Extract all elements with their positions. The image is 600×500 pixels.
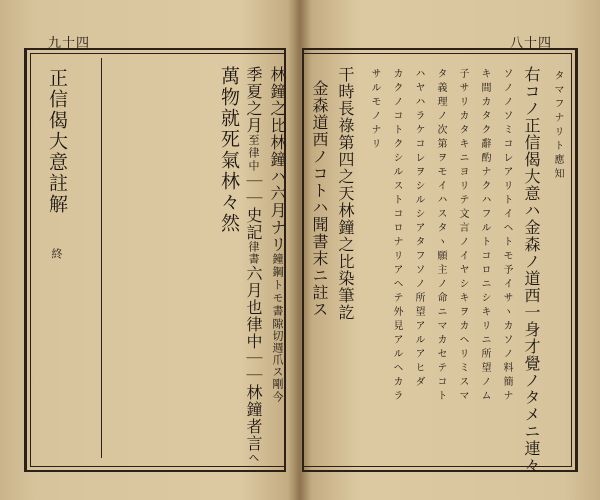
page-number: 九十四 (48, 36, 91, 51)
page-frame (302, 48, 578, 472)
text-column-2: 右コノ正信偈大意ハ金森ノ道西一身才覺ノタメニ連々 (522, 66, 541, 474)
text-column-4: キ間カタク辭酌ナクハフルトコロニシキリニ所望ノム (479, 68, 490, 404)
text-column-3: ソノノソミコレアリトイヘトモ予イサヽカソノ料簡ナ (501, 68, 512, 404)
text-column-10: 干時長祿第四之天林鐘之比染筆訖 (336, 66, 355, 321)
colophon-title: 正信偈大意註解 (46, 68, 68, 215)
text-column-9: サルモノナリ (369, 68, 380, 152)
text-column-7: ハヤハラケコレヲシルシアタフソノ所望アルアヒダ (413, 68, 424, 390)
right-page (296, 8, 596, 492)
left-page (4, 8, 290, 492)
end-mark: 終 (50, 248, 63, 261)
page-number: 八十四 (509, 36, 552, 51)
text-column-8: カクノコトクシルストコロナリアヘテ外見アルヘカラ (391, 68, 402, 404)
column-rule (101, 58, 102, 458)
text-column-1: タマフナリト應知 (552, 70, 563, 182)
text-column-6: タ義理ノ次第ヲモイハスタヽ願主ノ命ニマカセテコト (435, 68, 446, 404)
page-frame (24, 48, 286, 472)
annotation-line-1: 林鐘之比林鐘ハ六月ナリ鐘鋼トモ書隙切週爪ス剛今 (268, 66, 287, 404)
annotation-line-2: 季夏之月至律中｜｜史記律書六月也律中｜｜林鐘者言ヘ (244, 66, 263, 465)
text-column-11: 金森道西ノコトハ聞書末ニ註ス (310, 80, 329, 318)
annotation-line-3: 萬物就死氣林々然 (218, 66, 240, 234)
text-column-5: 子サリカタキニヨリテ文言ノイヤシキヲカヘリミスマ (457, 68, 468, 404)
